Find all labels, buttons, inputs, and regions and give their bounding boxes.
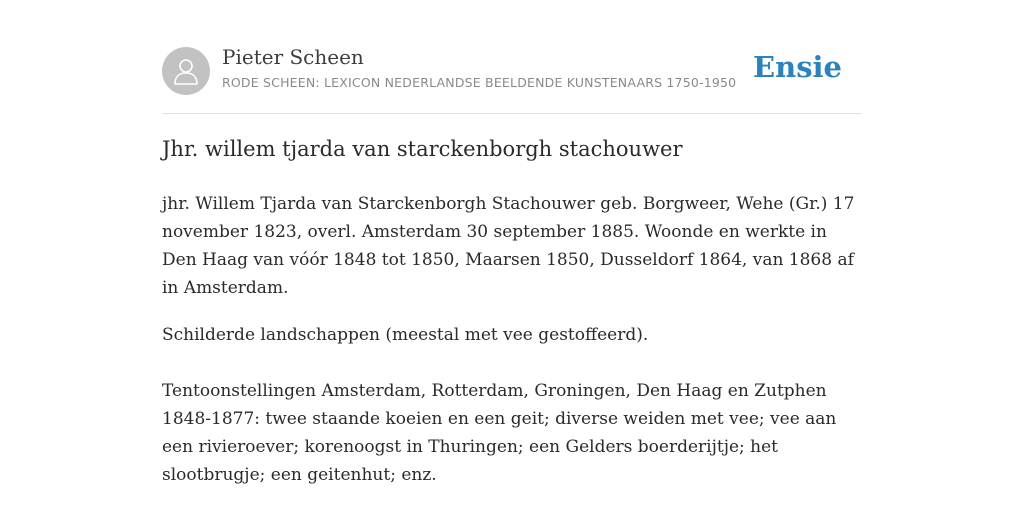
paragraph: Tentoonstellingen Amsterdam, Rotterdam, Groningen, Den Haag en Zutphen 1848-1877: twee staande koeien en een geit; diverse weiden met vee; vee aan een rivieroever; korenoogst in Thuringen; een Gelders boerderijtje; het slootbrugje; een geitenhut; enz. bbox=[162, 381, 837, 485]
header bbox=[162, 0, 862, 114]
article-card bbox=[162, 0, 862, 485]
paragraph: jhr. Willem Tjarda van Starckenborgh Stachouwer geb. Borgweer, Wehe (Gr.) 17 november 1823, overl. Amsterdam 30 september 1885. Woonde en werkte in Den Haag van vóór 1848 tot 1850, Maarsen 1850, Dusseldorf 1864, van 1868 af in Amsterdam. bbox=[162, 194, 855, 298]
avatar bbox=[162, 47, 210, 95]
author-name[interactable]: Pieter Scheen bbox=[222, 45, 364, 69]
article-title: Jhr. willem tjarda van starckenborgh stachouwer bbox=[162, 137, 683, 161]
source-label[interactable]: RODE SCHEEN: LEXICON NEDERLANDSE BEELDENDE KUNSTENAARS 1750-1950 bbox=[222, 75, 737, 90]
ensie-logo[interactable]: Ensie bbox=[753, 50, 842, 84]
article-body bbox=[162, 190, 862, 489]
paragraph: Schilderde landschappen (meestal met vee gestoffeerd). bbox=[162, 325, 649, 345]
user-icon bbox=[173, 57, 199, 85]
